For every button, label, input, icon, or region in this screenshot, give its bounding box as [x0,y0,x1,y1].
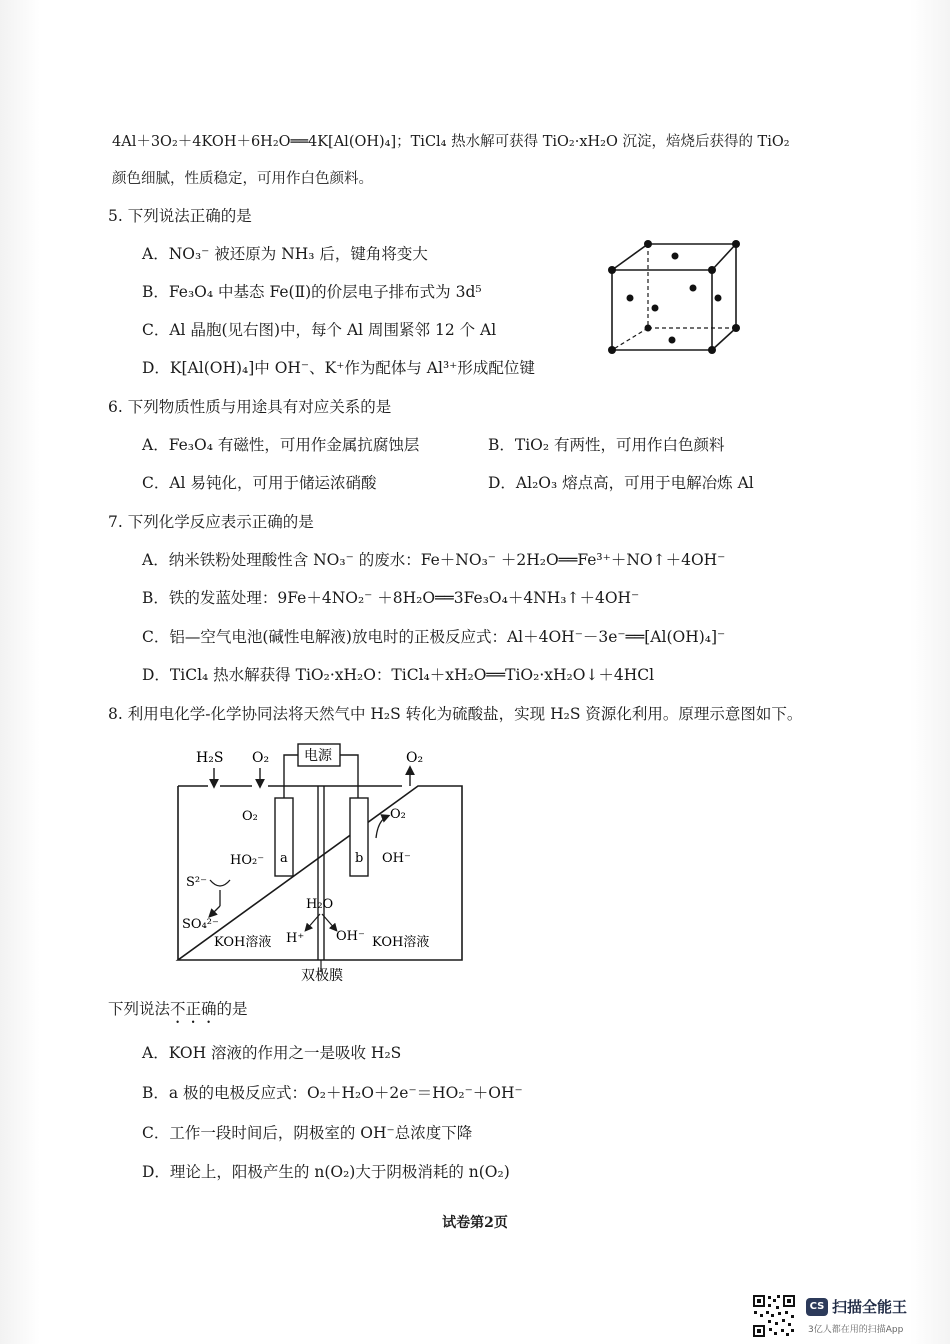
h-plus-label: H⁺ [286,931,305,946]
q6-option-b: B．TiO₂ 有两性，可用作白色颜料 [488,436,725,454]
oh-electrode-b-label: OH⁻ [382,851,411,866]
scanner-brand [806,1296,907,1317]
page-footer: 试卷第2页 [442,1215,508,1231]
q7-option-d: D．TiCl₄ 热水解获得 TiO₂·xH₂O：TiCl₄＋xH₂O══TiO₂·xH₂O↓＋4HCl [142,666,655,684]
q6-option-c: C．Al 易钝化，可用于储运浓硝酸 [142,474,377,492]
s2-label: S²⁻ [186,875,207,890]
q8-sub-stem [108,998,248,1027]
o2-electrode-b-label: O₂ [390,807,406,822]
q7-stem: 7. 下列化学反应表示正确的是 [108,513,314,531]
q5-option-a: A．NO₃⁻ 被还原为 NH₃ 后，键角将变大 [142,245,428,263]
q8-sub-stem-emphasis: 不正确 [170,1000,217,1018]
intro-line-2: 颜色细腻，性质稳定，可用作白色颜料。 [112,171,373,187]
h2o-label: H₂O [306,897,334,912]
fcc-unit-cell-figure [600,232,750,362]
q6-option-d: D．Al₂O₃ 熔点高，可用于电解冶炼 Al [488,474,754,492]
ho2-label: HO₂⁻ [230,853,265,868]
q5-option-d: D．K[Al(OH)₄]中 OH⁻、K⁺作为配体与 Al³⁺形成配位键 [142,359,535,377]
q5-option-c: C．Al 晶胞(见右图)中，每个 Al 周围紧邻 12 个 Al [142,321,497,339]
scanner-tagline: 3亿人都在用的扫描App [808,1325,904,1335]
q7-option-b: B．铁的发蓝处理：9Fe＋4NO₂⁻ ＋8H₂O══3Fe₃O₄＋4NH₃↑＋4OH⁻ [142,589,640,607]
q8-option-d: D．理论上，阳极产生的 n(O₂)大于阴极消耗的 n(O₂) [142,1163,510,1181]
q5-option-b: B．Fe₃O₄ 中基态 Fe(Ⅱ)的价层电子排布式为 3d⁵ [142,283,482,301]
koh-left-label: KOH溶液 [214,935,272,950]
o2-outlet-label: O₂ [406,750,424,766]
q8-sub-stem-prefix: 下列说法 [108,1000,171,1018]
koh-right-label: KOH溶液 [372,935,430,950]
h2s-inlet-label: H₂S [196,750,224,766]
intro-line-1: 4Al＋3O₂＋4KOH＋6H₂O══4K[Al(OH)₄]；TiCl₄ 热水解可获得 TiO₂·xH₂O 沉淀，焙烧后获得的 TiO₂ [112,134,790,150]
q5-stem: 5. 下列说法正确的是 [108,207,252,225]
q8-option-a: A．KOH 溶液的作用之一是吸收 H₂S [142,1044,402,1062]
so4-label: SO₄²⁻ [182,917,219,932]
o2-electrode-a-label: O₂ [242,809,258,824]
o2-inlet-label: O₂ [252,750,270,766]
q7-option-c: C．铝—空气电池(碱性电解液)放电时的正极反应式：Al＋4OH⁻－3e⁻══[Al(OH)₄]⁻ [142,628,726,646]
q8-option-b: B．a 极的电极反应式：O₂＋H₂O＋2e⁻＝HO₂⁻＋OH⁻ [142,1084,523,1102]
q8-stem: 8. 利用电化学-化学协同法将天然气中 H₂S 转化为硫酸盐，实现 H₂S 资源化利用。原理示意图如下。 [108,705,803,723]
q6-stem: 6. 下列物质性质与用途具有对应关系的是 [108,398,392,416]
oh-middle-label: OH⁻ [336,929,365,944]
q8-sub-stem-suffix: 的是 [216,1000,248,1018]
membrane-label: 双极膜 [301,968,343,984]
q8-option-c: C．工作一段时间后，阴极室的 OH⁻总浓度下降 [142,1124,473,1142]
q7-option-a: A．纳米铁粉处理酸性含 NO₃⁻ 的废水：Fe＋NO₃⁻ ＋2H₂O══Fe³⁺＋NO↑＋4OH⁻ [142,551,726,569]
scanner-watermark [752,1294,922,1338]
q6-option-a: A．Fe₃O₄ 有磁性，可用作金属抗腐蚀层 [142,436,420,454]
scanner-brand-name: 扫描全能王 [832,1298,908,1316]
electrode-a-label: a [280,851,288,866]
cs-logo-icon: CS [806,1298,828,1316]
power-source-label: 电源 [304,748,332,764]
electrolysis-diagram [170,740,470,985]
electrode-b-label: b [355,851,364,866]
qr-code-icon [752,1294,796,1338]
